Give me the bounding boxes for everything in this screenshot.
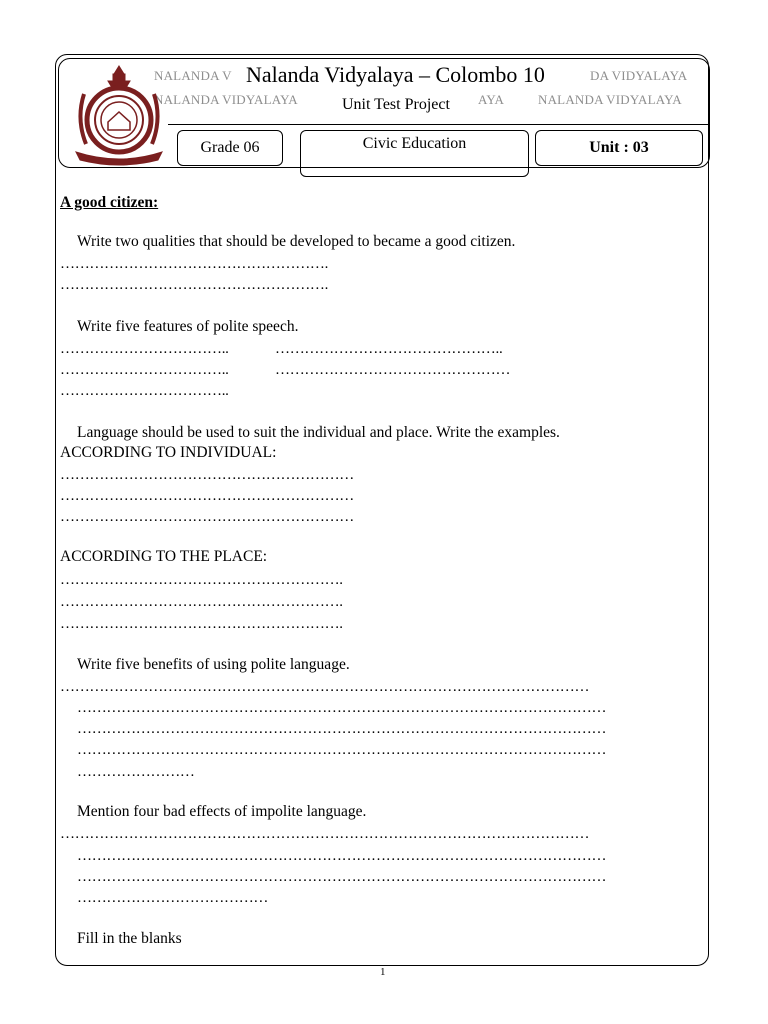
answer-line: ……………………………………………………………………………………………… bbox=[60, 826, 590, 842]
question-2: Write five features of polite speech. bbox=[77, 318, 299, 335]
answer-line: …………………………………………………. bbox=[60, 594, 343, 610]
answer-line: …………………………….. bbox=[60, 362, 229, 378]
page-number: 1 bbox=[380, 966, 386, 978]
answer-line: ………………………………………………. bbox=[60, 277, 329, 293]
watermark-text: NALANDA V bbox=[154, 68, 232, 83]
answer-line: ……………………………………………………………………………………………… bbox=[77, 848, 607, 864]
school-crest-icon bbox=[70, 64, 168, 166]
question-4: Write five benefits of using polite language. bbox=[77, 656, 350, 673]
grade-label: Grade 06 bbox=[200, 139, 260, 156]
section-heading: A good citizen: bbox=[60, 194, 159, 211]
question-5: Mention four bad effects of impolite language. bbox=[77, 803, 367, 820]
unit-label: Unit : 03 bbox=[589, 139, 649, 156]
header-divider bbox=[168, 124, 708, 125]
question-3: Language should be used to suit the individual and place. Write the examples. bbox=[77, 424, 560, 441]
subject-label: Civic Education bbox=[362, 135, 467, 152]
document-subtitle: Unit Test Project bbox=[338, 96, 454, 114]
answer-line: …………………………………………………… bbox=[60, 488, 355, 504]
watermark-text: NALANDA VIDYALAYA bbox=[538, 92, 682, 107]
question-3-sub-place: ACCORDING TO THE PLACE: bbox=[60, 548, 268, 565]
school-name: Nalanda Vidyalaya – Colombo 10 bbox=[242, 62, 549, 88]
answer-line: …………………………………………………. bbox=[60, 572, 343, 588]
watermark-text: DA VIDYALAYA bbox=[590, 68, 688, 83]
unit-box bbox=[535, 130, 703, 166]
watermark-text: NALANDA VIDYALAYA bbox=[154, 92, 298, 107]
answer-line: …………………………….. bbox=[60, 341, 229, 357]
answer-line: …………………………….. bbox=[60, 383, 229, 399]
subject-box bbox=[300, 130, 529, 177]
answer-line: ……………………………………………………………………………………………… bbox=[77, 700, 607, 716]
answer-line: …………………………………………………. bbox=[60, 616, 343, 632]
answer-line: ………………………………………… bbox=[275, 362, 511, 378]
answer-line: …………………… bbox=[77, 764, 195, 780]
answer-line: ……………………………………………………………………………………………… bbox=[77, 721, 607, 737]
grade-box bbox=[177, 130, 283, 166]
answer-line: ……………………………………………………………………………………………… bbox=[60, 679, 590, 695]
answer-line: ……………………………………………………………………………………………… bbox=[77, 742, 607, 758]
answer-line: ……………………………………………………………………………………………… bbox=[77, 869, 607, 885]
answer-line: ………………………………………………. bbox=[60, 256, 329, 272]
question-1: Write two qualities that should be developed to became a good citizen. bbox=[77, 233, 516, 250]
answer-line: ………………………………… bbox=[77, 890, 269, 906]
answer-line: …………………………………………………… bbox=[60, 509, 355, 525]
question-3-sub-individual: ACCORDING TO INDIVIDUAL: bbox=[60, 444, 277, 461]
watermark-text: AYA bbox=[478, 92, 505, 107]
question-6: Fill in the blanks bbox=[77, 930, 182, 947]
answer-line: ……………………………………….. bbox=[275, 341, 503, 357]
answer-line: …………………………………………………… bbox=[60, 467, 355, 483]
